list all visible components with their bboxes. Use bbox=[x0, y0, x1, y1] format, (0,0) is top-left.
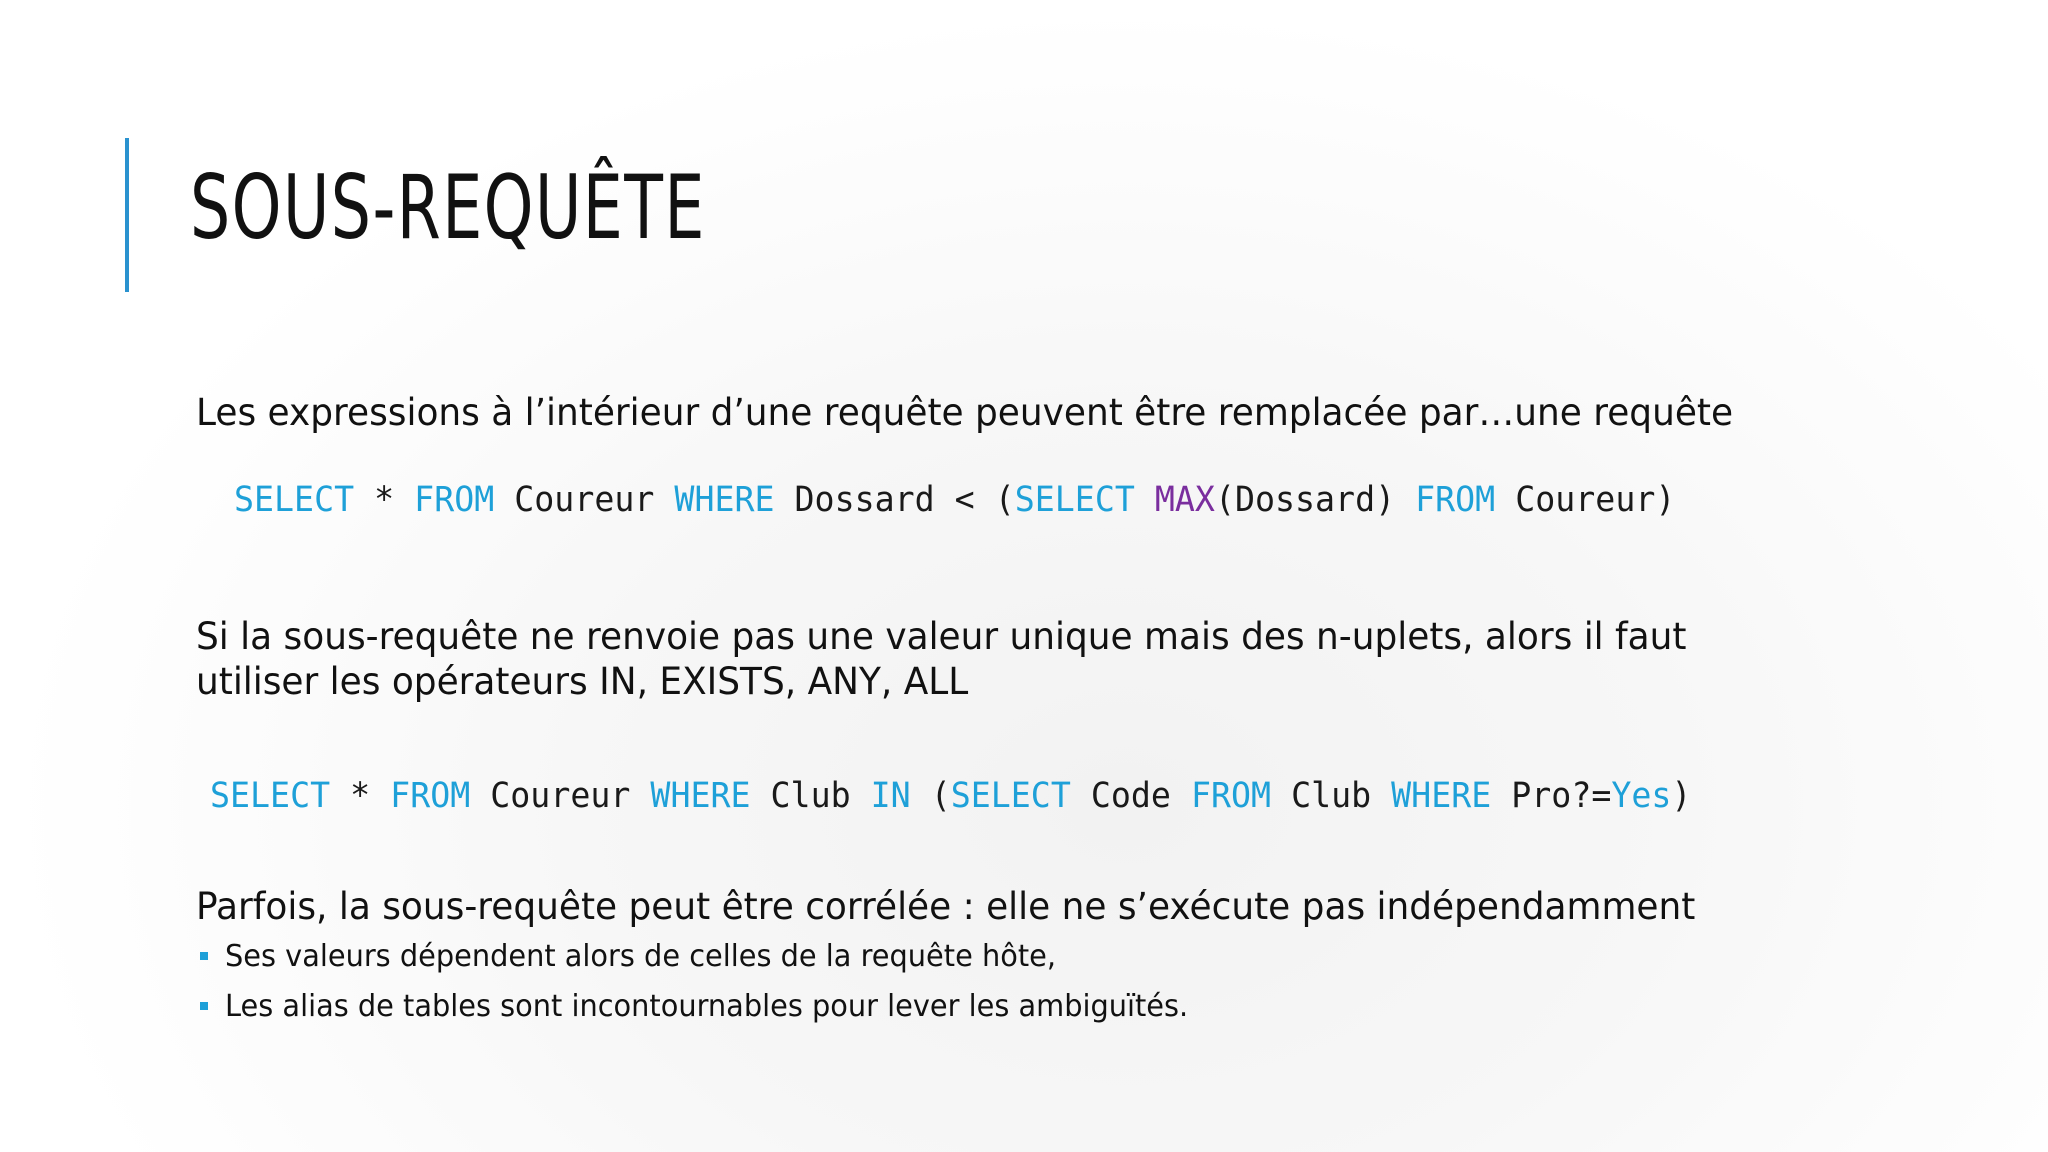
code-token-plain: Coureur bbox=[494, 480, 675, 520]
code-token-plain bbox=[1135, 480, 1155, 520]
bullet-item bbox=[200, 982, 1228, 1032]
code-token-kw: Yes bbox=[1611, 776, 1672, 816]
code-token-fn: MAX bbox=[1154, 480, 1215, 520]
code-token-kw: SELECT bbox=[1014, 480, 1135, 520]
code-token-kw: FROM bbox=[1415, 480, 1496, 520]
code-example-in bbox=[210, 774, 1691, 818]
bullet-list bbox=[200, 932, 1228, 1032]
code-token-kw: FROM bbox=[1190, 776, 1272, 816]
code-token-plain: Club bbox=[750, 776, 871, 816]
code-token-plain: Coureur bbox=[470, 776, 651, 816]
code-token-plain: Club bbox=[1271, 776, 1392, 816]
code-token-kw: WHERE bbox=[650, 776, 751, 816]
bullet-text: Les alias de tables sont incontournables pour lever les ambiguïtés. bbox=[225, 989, 1189, 1024]
paragraph-correlated: Parfois, la sous-requête peut être corrélée : elle ne s’exécute pas indépendamment bbox=[196, 885, 1696, 928]
code-token-kw: WHERE bbox=[1391, 776, 1492, 816]
slide-title: SOUS-REQUÊTE bbox=[190, 156, 706, 259]
code-token-plain: Code bbox=[1070, 776, 1191, 816]
paragraph-multiple-rows-line-2: utiliser les opérateurs IN, EXISTS, ANY, ALL bbox=[196, 660, 969, 703]
code-token-kw: FROM bbox=[414, 480, 495, 520]
paragraph-multiple-rows-line-1: Si la sous-requête ne renvoie pas une valeur unique mais des n-uplets, alors il faut bbox=[196, 615, 1687, 658]
code-token-plain: (Dossard) bbox=[1214, 480, 1416, 520]
code-token-kw: IN bbox=[870, 776, 911, 816]
code-example-max bbox=[234, 478, 1675, 522]
code-token-kw: SELECT bbox=[210, 776, 331, 816]
code-token-plain: * bbox=[354, 480, 415, 520]
code-token-kw: SELECT bbox=[950, 776, 1071, 816]
code-token-kw: WHERE bbox=[674, 480, 775, 520]
code-token-plain: ( bbox=[910, 776, 951, 816]
paragraph-multiple-rows bbox=[196, 614, 1686, 704]
bullet-square-icon bbox=[200, 1002, 208, 1010]
code-token-plain: Coureur) bbox=[1495, 480, 1676, 520]
bullet-item bbox=[200, 932, 1228, 982]
bullet-text: Ses valeurs dépendent alors de celles de la requête hôte, bbox=[225, 939, 1056, 974]
code-token-plain: Pro?= bbox=[1491, 776, 1612, 816]
bullet-square-icon bbox=[200, 952, 208, 960]
paragraph-intro: Les expressions à l’intérieur d’une requête peuvent être remplacée par…une requête bbox=[196, 391, 1734, 434]
code-token-plain: Dossard < ( bbox=[774, 480, 1015, 520]
title-accent-bar bbox=[125, 138, 129, 292]
code-token-kw: FROM bbox=[390, 776, 471, 816]
code-token-plain: * bbox=[330, 776, 391, 816]
code-token-plain: ) bbox=[1671, 776, 1692, 816]
code-token-kw: SELECT bbox=[234, 480, 355, 520]
